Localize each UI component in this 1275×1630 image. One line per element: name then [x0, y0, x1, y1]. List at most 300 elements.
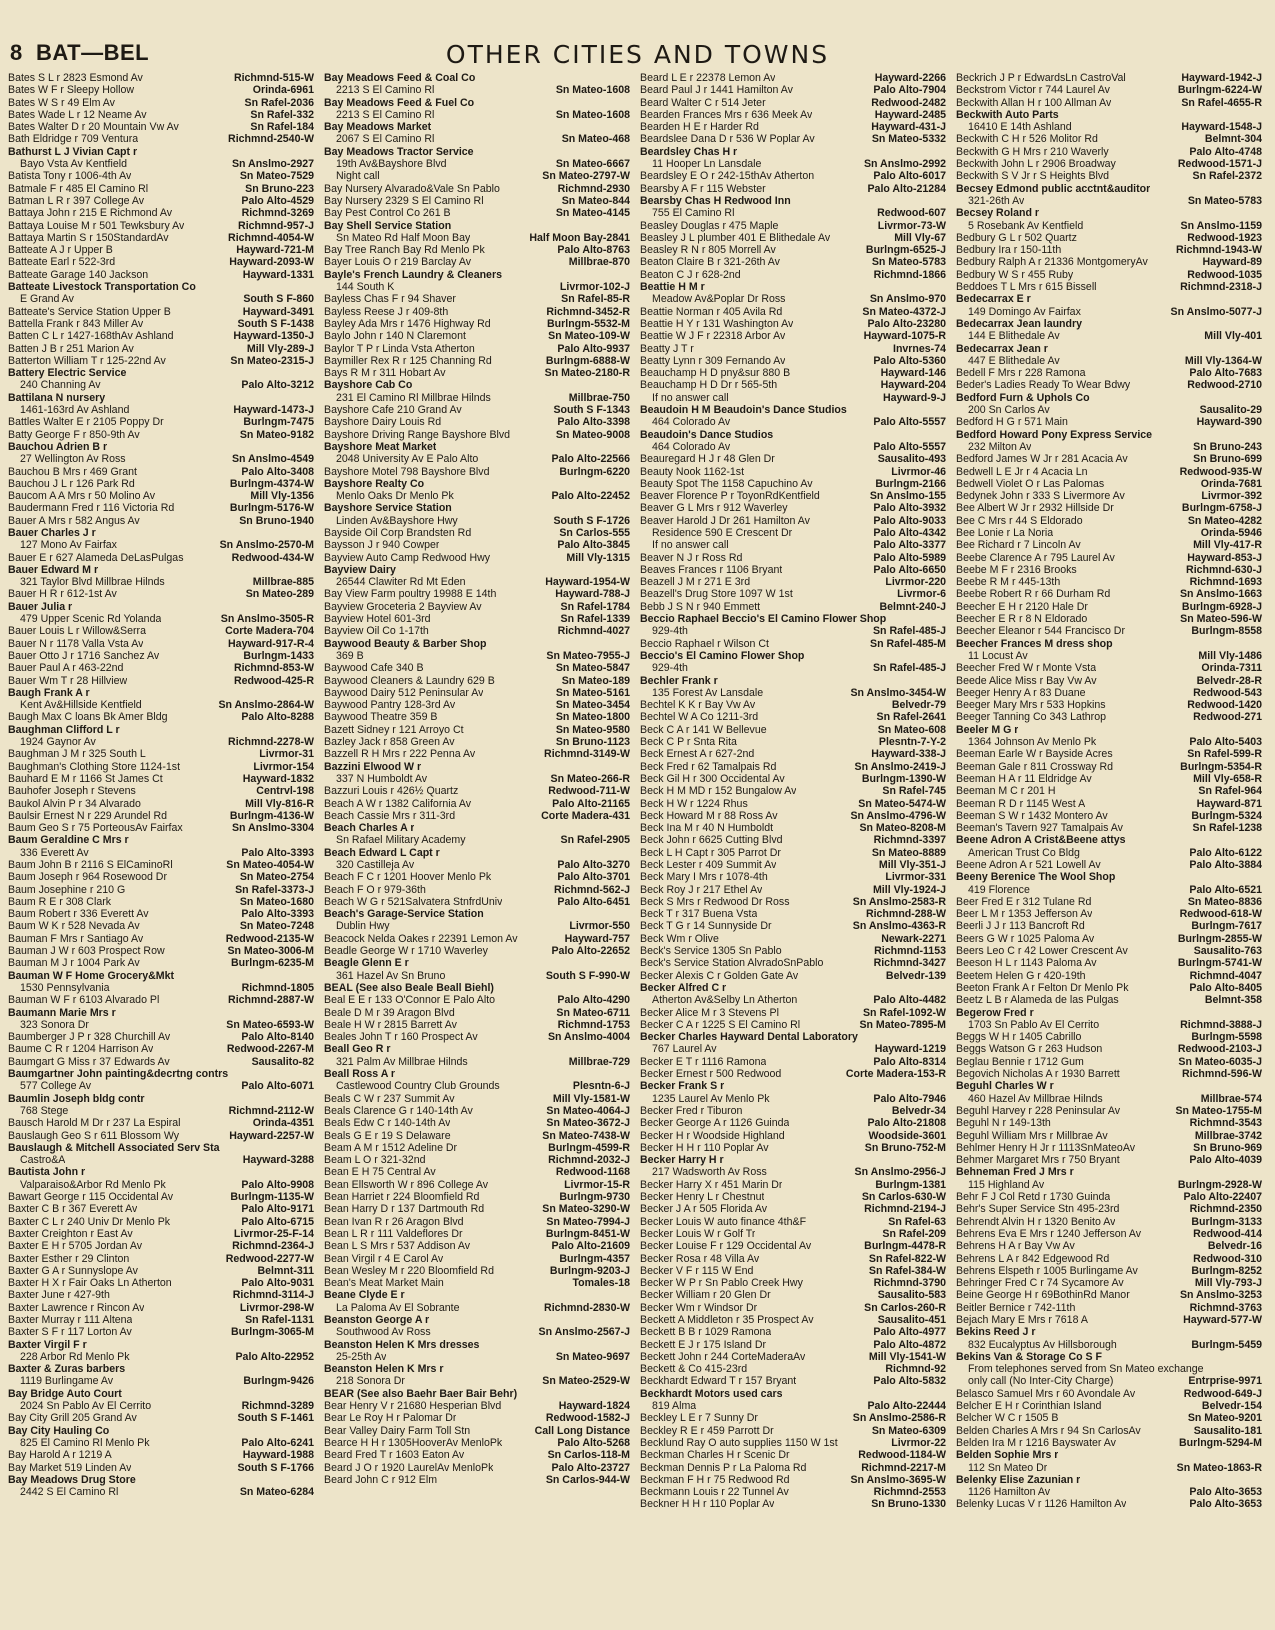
listing-entry [8, 1019, 314, 1031]
listing-name: Behrens H A r Bay Vw Av [956, 1240, 1075, 1253]
listing-entry [640, 1031, 946, 1043]
listing-entry [956, 638, 1262, 650]
listing-entry [324, 834, 630, 846]
listing-entry [8, 355, 314, 367]
listing-entry [640, 1068, 946, 1080]
listing-name: 1126 Hamilton Av [968, 1486, 1051, 1499]
listing-phone: Burlngm-6928-J [1181, 600, 1262, 613]
listing-name: Bearsby Chas H Redwood Inn [640, 194, 791, 207]
listing-phone: Burlngm-9203-J [549, 1264, 630, 1277]
listing-entry [8, 1375, 314, 1387]
listing-name: Beckmann Louis r 22 Tunnel Av [640, 1486, 789, 1499]
listing-name: Baum Geo S r 75 PorteousAv Fairfax [8, 822, 183, 835]
listing-name: 321 Taylor Blvd Millbrae Hilnds [20, 576, 165, 589]
listing-phone: Millbrae-574 [1200, 1092, 1262, 1105]
listing-name: Bean E H 75 Central Av [324, 1166, 436, 1179]
listing-phone: Mill Vly-1541-W [868, 1350, 946, 1363]
listing-entry [640, 97, 946, 109]
listing-entry [8, 146, 314, 158]
listing-name: 2213 S El Camino Rl [336, 84, 435, 97]
listing-phone: Sn Mateo-5847 [555, 662, 630, 675]
listing-entry [8, 515, 314, 527]
listing-name: Beecher E R r 8 N Eldorado [956, 613, 1088, 626]
listing-phone: Burlngm-1433 [243, 649, 314, 662]
listing-entry [324, 1216, 630, 1228]
listing-name: Bawart George r 115 Occidental Av [8, 1191, 174, 1204]
listing-phone: Redwood-1168 [555, 1166, 630, 1179]
listing-name: From telephones served from Sn Mateo exchange [968, 1363, 1204, 1376]
listing-entry [956, 232, 1262, 244]
listing-entry [640, 1093, 946, 1105]
listing-phone: Redwood-649-J [1183, 1387, 1262, 1400]
listing-phone: Hayward-1942-J [1181, 72, 1262, 84]
listing-phone: Sn Mateo-9697 [555, 1350, 630, 1363]
listing-phone: Redwood-607 [877, 207, 946, 220]
listing-name: Becker Harry H r [640, 1154, 724, 1167]
listing-phone: Burlngm-5459 [1191, 1338, 1262, 1351]
listing-name: Bates Wade L r 12 Neame Av [8, 108, 147, 121]
listing-name: Beardsley E O r 242-15thAv Atherton [640, 170, 815, 183]
listing-name: Batista Tony r 1006-4th Av [8, 170, 132, 183]
listing-entry [8, 1093, 314, 1105]
listing-name: Batterton William T r 125-22nd Av [8, 354, 166, 367]
listing-entry [640, 576, 946, 588]
listing-entry [8, 170, 314, 182]
listing-name: Baumgartner John painting&decrtng contrs [8, 1068, 229, 1081]
listing-name: Battaya Martin S r 150StandardAv [8, 231, 169, 244]
listing-entry [8, 404, 314, 416]
listing-phone: Sn Mateo-4372-J [862, 305, 946, 318]
listing-entry [324, 121, 630, 133]
listing-entry [956, 1265, 1262, 1277]
listing-name: 2213 S El Camino Rl [336, 108, 435, 121]
listing-phone: Sn Mateo-6309 [871, 1424, 946, 1437]
listing-name: 2442 S El Camino Rl [20, 1486, 119, 1499]
listing-entry [324, 1154, 630, 1166]
listing-entry [8, 564, 314, 576]
listing-name: Beard Fred T r 1603 Eaton Av [324, 1449, 465, 1462]
listing-name: Batteate Livestock Transportation Co [8, 281, 196, 294]
listing-name: Sn Rafael Military Academy [336, 834, 466, 847]
listing-name: Bay View Farm poultry 19988 E 14th [324, 588, 497, 601]
listing-name: Sn Mateo Rd Half Moon Bay [336, 231, 471, 244]
listing-phone: Sn Mateo-6284 [239, 1486, 314, 1499]
listing-entry [956, 109, 1262, 121]
listing-name: Baxter Virgil F r [8, 1338, 87, 1351]
listing-phone: Palo Alto-7904 [873, 84, 946, 97]
listing-entry [324, 490, 630, 502]
listing-name: Beeman R D r 1145 West A [956, 797, 1086, 810]
listing-phone: Burlngm-7475 [243, 416, 314, 429]
listing-phone: Hayward-1548-J [1181, 121, 1262, 134]
directory-column-3 [640, 72, 946, 1624]
listing-entry [8, 1388, 314, 1400]
listing-entry [640, 281, 946, 293]
listing-entry [956, 736, 1262, 748]
listing-entry [640, 920, 946, 932]
listing-entry [324, 1019, 630, 1031]
listing-phone: Burlngm-4599-R [548, 1141, 630, 1154]
listing-name: Bay Meadows Market [324, 121, 432, 134]
listing-name: Bautista John r [8, 1166, 86, 1179]
listing-name: Baume C R r 1204 Harrison Av [8, 1043, 154, 1056]
listing-phone: Entrprise-9971 [1188, 1375, 1262, 1388]
listing-entry [956, 1400, 1262, 1412]
listing-phone: Sn Rafel-964 [1198, 785, 1262, 798]
listing-phone: Sn Mateo-9182 [239, 428, 314, 441]
listing-entry [324, 392, 630, 404]
listing-phone: Richmnd-92 [885, 1363, 946, 1376]
listing-entry [324, 318, 630, 330]
listing-name: Becklund Ray O auto supplies 1150 W 1st [640, 1436, 838, 1449]
listing-entry [640, 748, 946, 760]
listing-name: Baugh Max C loans Bk Amer Bldg [8, 711, 168, 724]
listing-phone: Redwood-935-W [1179, 465, 1262, 478]
listing-entry [8, 1080, 314, 1092]
listing-name: Beaver N J r Ross Rd [640, 551, 743, 564]
listing-entry [8, 441, 314, 453]
listing-entry [324, 1142, 630, 1154]
listing-phone: Sn Mateo-4282 [1187, 514, 1262, 527]
listing-entry [8, 1339, 314, 1351]
listing-name: 361 Hazel Av Sn Bruno [336, 969, 446, 982]
listing-entry [8, 220, 314, 232]
listing-name: Bauman W F Home Grocery&Mkt [8, 969, 174, 982]
listing-phone: Sn Carlos-630-W [861, 1191, 946, 1204]
listing-name: Beckwith John L r 2906 Broadway [956, 158, 1116, 171]
listing-name: 460 Hazel Av Millbrae Hilnds [968, 1092, 1103, 1105]
listing-name: 11 Locust Av [968, 649, 1028, 662]
listing-entry [640, 1339, 946, 1351]
listing-name: Beers Leo C r 42 Lower Crescent Av [956, 945, 1128, 958]
listing-entry [8, 552, 314, 564]
listing-name: Beckner H H r 110 Poplar Av [640, 1498, 775, 1511]
listing-phone: Richmnd-3427 [873, 957, 946, 970]
listing-entry [324, 920, 630, 932]
listing-name: Bedell F Mrs r 228 Ramona [956, 367, 1086, 380]
listing-entry [324, 994, 630, 1006]
listing-entry [324, 1363, 630, 1375]
page-number: 8 [10, 40, 23, 65]
listing-phone: Palo Alto-6241 [241, 1436, 314, 1449]
listing-name: BEAR (See also Baehr Baer Bair Behr) [324, 1387, 518, 1400]
listing-entry [324, 748, 630, 760]
listing-name: Beecher E H r 2120 Hale Dr [956, 600, 1088, 613]
listing-name: Meadow Av&Poplar Dr Ross [652, 293, 786, 306]
listing-phone: Richmnd-3149-W [544, 748, 630, 761]
listing-name: Belden Charles A Mrs r 94 Sn CarlosAv [956, 1424, 1141, 1437]
listing-name: Night call [336, 170, 380, 183]
listing-name: Bauer A Mrs r 582 Angus Av [8, 514, 140, 527]
listing-phone: Sn Mateo-5783 [1187, 194, 1262, 207]
listing-entry [956, 466, 1262, 478]
listing-phone: Palo Alto-3393 [241, 908, 314, 921]
listing-name: Bayshore Driving Range Bayshore Blvd [324, 428, 511, 441]
listing-name: Baukol Alvin P r 34 Alvarado [8, 797, 141, 810]
listing-phone: Palo Alto-3377 [873, 539, 946, 552]
listing-phone: Sn Mateo-3672-J [546, 1117, 630, 1130]
listing-entry [956, 293, 1262, 305]
listing-entry [8, 207, 314, 219]
listing-name: Beebe M F r 2316 Brooks [956, 563, 1077, 576]
listing-entry [324, 72, 630, 84]
directory-column-4 [956, 72, 1262, 1624]
listing-phone: Burlngm-5598 [1191, 1031, 1262, 1044]
listing-entry [956, 1449, 1262, 1461]
listing-phone: Sn Mateo-5474-W [858, 797, 946, 810]
listing-phone: Sn Anslmo-3695-W [850, 1473, 946, 1486]
listing-entry [956, 798, 1262, 810]
listing-name: 25-25th Av [336, 1350, 387, 1363]
listing-entry [8, 244, 314, 256]
listing-name: Bebb J S N r 940 Emmett [640, 600, 761, 613]
listing-entry [956, 515, 1262, 527]
listing-entry [324, 207, 630, 219]
listing-entry [324, 416, 630, 428]
listing-phone: Palo Alto-5360 [873, 354, 946, 367]
listing-name: Behr's Super Service Stn 495-23rd [956, 1203, 1120, 1216]
listing-name: Batman L R r 397 College Av [8, 194, 145, 207]
listing-phone: Richmnd-2318-J [1180, 281, 1262, 294]
listing-phone: Plesntn-7-Y-2 [878, 736, 946, 749]
listing-entry [8, 453, 314, 465]
listing-name: Beck Mary I Mrs r 1078-4th [640, 871, 768, 884]
listing-name: Baxter & Zuras barbers [8, 1363, 126, 1376]
listing-phone: Palo Alto-21165 [552, 797, 630, 810]
listing-phone: Livrmor-331 [885, 871, 946, 884]
listing-phone: Richmnd-957-J [238, 219, 314, 232]
listing-name: Beers G W r 1025 Paloma Av [956, 932, 1095, 945]
listing-name: 768 Stege [20, 1104, 69, 1117]
listing-entry [8, 158, 314, 170]
listing-phone: Livrmor-31 [259, 748, 314, 761]
listing-entry [956, 1166, 1262, 1178]
listing-name: Beckwith Allan H r 100 Allman Av [956, 96, 1112, 109]
listing-phone: Richmnd-3289 [241, 1400, 314, 1413]
listing-entry [8, 1142, 314, 1154]
listing-name: 127 Mono Av Fairfax [20, 539, 117, 552]
listing-entry [956, 478, 1262, 490]
listing-phone: Palo Alto-23280 [867, 317, 946, 330]
listing-phone: Sausalito-583 [877, 1289, 946, 1302]
listing-entry [640, 625, 946, 637]
listing-entry [324, 355, 630, 367]
listing-phone: Sn Bruno-752-M [864, 1141, 946, 1154]
listing-name: Belcher W C r 1505 B [956, 1412, 1059, 1425]
listing-entry [8, 982, 314, 994]
listing-phone: Burlngm-7617 [1191, 920, 1262, 933]
listing-phone: Richmnd-1153 [874, 945, 946, 958]
listing-entry [956, 675, 1262, 687]
listing-name: Castlewood Country Club Grounds [336, 1080, 500, 1093]
listing-entry [324, 502, 630, 514]
listing-name: Baywood Cafe 340 B [324, 662, 424, 675]
listing-entry [8, 736, 314, 748]
listing-name: Becker H H r 110 Poplar Av [640, 1141, 769, 1154]
listing-phone: Livrmor-102-J [559, 281, 630, 294]
listing-phone: Redwood-2103-J [1177, 1043, 1262, 1056]
listing-entry [956, 1412, 1262, 1424]
listing-phone: Richmnd-562-J [554, 883, 630, 896]
listing-entry [956, 1154, 1262, 1166]
listing-phone: Palo Alto-9171 [241, 1203, 314, 1216]
listing-name: Beer Fred E r 312 Tulane Rd [956, 895, 1092, 908]
listing-phone: South S F-1438 [237, 317, 314, 330]
listing-entry [8, 256, 314, 268]
listing-entry [956, 687, 1262, 699]
listing-phone: Palo Alto-4529 [241, 194, 314, 207]
listing-name: Bay Nursery Alvarado&Vale Sn Pablo [324, 182, 500, 195]
listing-entry [8, 121, 314, 133]
listing-entry [640, 195, 946, 207]
listing-name: Beauchamp H D Dr r 565-5th [640, 379, 778, 392]
listing-entry [324, 1117, 630, 1129]
listing-name: Beggs W H r 1405 Cabrillo [956, 1031, 1082, 1044]
listing-entry [956, 896, 1262, 908]
listing-phone: Sn Bruno-243 [1193, 440, 1262, 453]
listing-name: Beecher Eleanor r 544 Francisco Dr [956, 625, 1125, 638]
listing-name: 240 Channing Av [20, 379, 101, 392]
listing-entry [324, 244, 630, 256]
listing-phone: Mill Vly-793-J [1194, 1277, 1262, 1290]
listing-phone: Sn Anslmo-1663 [1179, 588, 1262, 601]
listing-name: Beauty Nook 1162-1st [640, 465, 745, 478]
listing-entry [324, 724, 630, 736]
listing-entry [324, 1437, 630, 1449]
listing-entry [324, 982, 630, 994]
listing-entry [640, 1388, 946, 1400]
listing-entry [8, 1043, 314, 1055]
listing-name: Beck Ernest A r 627-2nd [640, 748, 755, 761]
listing-phone: Belvedr-28-R [1196, 674, 1262, 687]
listing-phone: Palo Alto-3653 [1189, 1486, 1262, 1499]
listing-phone: Redwood-2277-W [225, 1252, 314, 1265]
listing-phone: Sausalito-82 [251, 1055, 314, 1068]
listing-name: Battaya Louise M r 501 Tewksbury Av [8, 219, 185, 232]
listing-phone: Palo Alto-3408 [241, 465, 314, 478]
listing-name: Beattie H Y r 131 Washington Av [640, 317, 794, 330]
listing-name: Beder's Ladies Ready To Wear Bdwy [956, 379, 1131, 392]
listing-phone: Mill Vly-1315 [566, 551, 630, 564]
listing-entry [324, 1375, 630, 1387]
listing-entry [956, 1425, 1262, 1437]
listing-name: 135 Forest Av Lansdale [652, 686, 764, 699]
listing-name: 321-26th Av [968, 194, 1025, 207]
listing-name: Becker George A r 1126 Guinda [640, 1117, 790, 1130]
listing-phone: Sn Mateo-2797-W [542, 170, 630, 183]
listing-name: 320 Castilleja Av [336, 859, 415, 871]
listing-name: Bay Pest Control Co 261 B [324, 207, 451, 220]
listing-phone: Palo Alto-4039 [1189, 1154, 1262, 1167]
listing-name: Belden Ira M r 1216 Bayswater Av [956, 1436, 1116, 1449]
listing-name: Baxter C B r 367 Everett Av [8, 1203, 138, 1216]
listing-name: Beckhardt Edward T r 157 Bryant [640, 1375, 797, 1388]
listing-name: Beaver Harold J Dr 261 Hamilton Av [640, 514, 810, 527]
listing-name: Bays R M r 311 Hobart Av [324, 367, 446, 380]
listing-phone: Orinda-7311 [1201, 662, 1262, 675]
listing-name: Bayside Oil Corp Brandsten Rd [324, 526, 472, 539]
listing-phone: Palo Alto-6650 [873, 563, 946, 576]
listing-phone: Hayward-853-J [1187, 551, 1262, 564]
listing-entry [324, 109, 630, 121]
listing-name: 321 Palm Av Millbrae Hilnds [336, 1055, 468, 1068]
listing-entry [640, 785, 946, 797]
listing-entry [640, 269, 946, 281]
listing-entry [8, 97, 314, 109]
listing-phone: Redwood-2482 [871, 96, 946, 109]
listing-phone: Palo Alto-22566 [551, 453, 630, 466]
listing-name: Beane Clyde E r [324, 1289, 405, 1302]
listing-phone: Sn Mateo-1755-M [1175, 1104, 1262, 1117]
listing-name: Bay Harold A r 1219 A [8, 1449, 112, 1462]
listing-phone: Sn Anslmo-3454-W [850, 686, 946, 699]
listing-phone: Sn Mateo-289 [245, 588, 314, 601]
listing-entry [324, 773, 630, 785]
listing-name: Beales John T r 160 Prospect Av [324, 1031, 478, 1044]
listing-name: 369 B [336, 649, 364, 662]
listing-phone: Palo Alto-6017 [873, 170, 946, 183]
listing-entry [324, 1474, 630, 1486]
listing-entry [956, 625, 1262, 637]
listing-name: Beeman's Tavern 927 Tamalpais Av [956, 822, 1123, 835]
listing-name: 149 Domingo Av Fairfax [968, 305, 1081, 318]
listing-entry [640, 1437, 946, 1449]
listing-phone: Sn Mateo-7895-M [859, 1018, 946, 1031]
listing-name: Bedford Howard Pony Express Service [956, 428, 1153, 441]
listing-name: Baughman Clifford L r [8, 723, 120, 736]
listing-entry [956, 1191, 1262, 1203]
listing-phone: South S F-1461 [237, 1412, 314, 1425]
listing-name: Bates W S r 49 Elm Av [8, 96, 115, 109]
listing-name: Baxter Murray r 111 Altena [8, 1313, 133, 1326]
listing-entry [956, 97, 1262, 109]
listing-phone: Sn Mateo-2529-W [542, 1375, 630, 1388]
listing-name: Baylor T P r Linda Vsta Atherton [324, 342, 475, 355]
listing-name: Residence 590 E Crescent Dr [652, 526, 793, 539]
listing-name: Beeger Mary Mrs r 533 Hopkins [956, 699, 1106, 712]
listing-name: Bay Shell Service Station [324, 219, 452, 232]
listing-entry [640, 72, 946, 84]
listing-entry [640, 1117, 946, 1129]
listing-phone: Belvedr-34 [891, 1104, 946, 1117]
listing-entry [956, 429, 1262, 441]
listing-name: Becker Frank S r [640, 1080, 725, 1093]
listing-name: Beckley L E r 7 Sunny Dr [640, 1412, 758, 1425]
listing-name: 231 El Camino Rl Millbrae Hilnds [336, 391, 491, 404]
listing-phone: Sn Anslmo-2927 [231, 158, 314, 171]
listing-entry [8, 625, 314, 637]
listing-entry [8, 306, 314, 318]
listing-phone: Palo Alto-22407 [1183, 1191, 1262, 1204]
listing-phone: Hayward-871 [1196, 797, 1262, 810]
listing-phone: Belmnt-311 [257, 1264, 314, 1277]
listing-entry [8, 343, 314, 355]
listing-name: Beeson H L r 1143 Paloma Av [956, 957, 1097, 970]
listing-phone: Hayward-431-J [871, 121, 946, 134]
listing-phone: Palo Alto-4977 [873, 1326, 946, 1339]
listing-name: Batteate Earl r 522-3rd [8, 256, 116, 269]
listing-entry [640, 527, 946, 539]
listing-name: Battilana N nursery [8, 391, 106, 404]
listing-phone: Richmnd-2278-W [228, 736, 314, 749]
listing-phone: Hayward-1331 [242, 268, 314, 281]
listing-phone: Sn Mateo-8208-M [859, 822, 946, 835]
listing-phone: Richmnd-4027 [557, 625, 630, 638]
listing-entry [8, 810, 314, 822]
listing-phone: Sn Mateo-4145 [555, 207, 630, 220]
listing-name: Bauer H R r 612-1st Av [8, 588, 117, 601]
listing-phone: Palo Alto-3393 [241, 846, 314, 859]
